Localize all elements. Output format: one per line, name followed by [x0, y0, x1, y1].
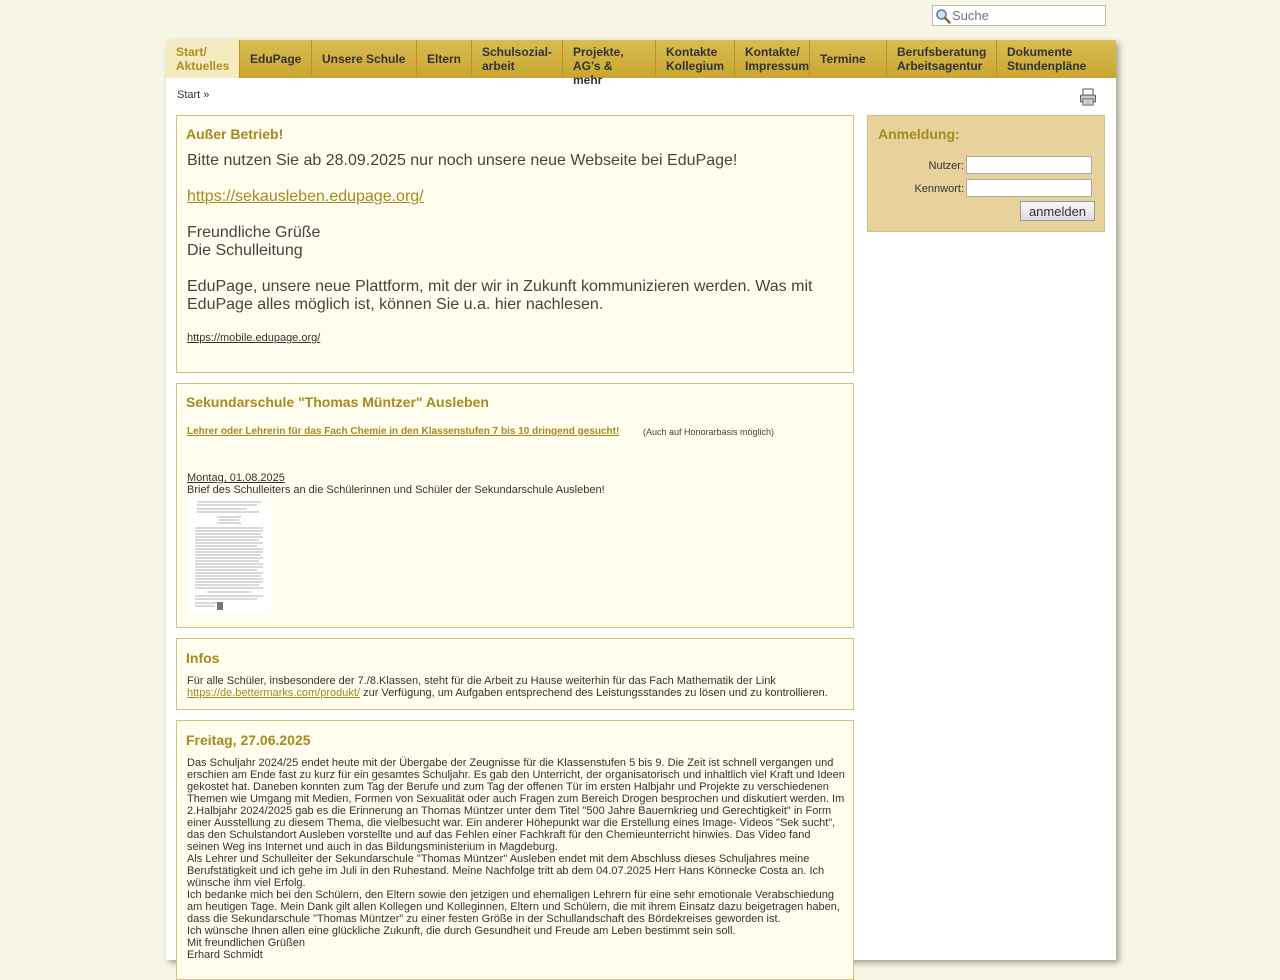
letter-thumbnail[interactable] [187, 498, 271, 614]
school-box [176, 383, 854, 628]
nav-item-berufsberatung[interactable]: Berufsberatung Arbeitsagentur [887, 40, 997, 78]
print-icon[interactable] [1079, 88, 1097, 106]
infos-line2-rest: zur Verfügung, um Aufgaben entsprechend des Leistungsstandes zu lösen und zu kontrollieren. [360, 687, 828, 699]
nav-item-eltern[interactable]: Eltern [417, 40, 472, 78]
news-line: seinen Weg ins Internet und auch in das Bildungsministerium in Magdeburg. [187, 841, 558, 853]
news-line: einer Ausstellung zu diesem Thema, die vielbesucht war. Ein anderer Höhepunkt war die Erstellung eines Image- Videos "Sek sucht", [187, 817, 836, 829]
nav-item-start[interactable]: Start/ Aktuelles [166, 40, 240, 78]
infos-text [187, 675, 847, 699]
search-input[interactable] [952, 6, 1100, 25]
notice-paragraph-line2: EduPage alles möglich ist, können Sie u.a. hier nachlesen. [187, 296, 604, 313]
news-line: am heutigen Tage. Mein Dank gilt allen Kollegen und Kolleginnen, Eltern und Schülern, die mit ihrem Einsatz dazu beigetragen haben, [187, 901, 840, 913]
password-label: Kennwort: [914, 183, 964, 195]
page-container [166, 40, 1116, 960]
job-offer-link[interactable]: Lehrer oder Lehrerin für das Fach Chemie in den Klassenstufen 7 bis 10 dringend gesucht! [187, 426, 620, 437]
mobile-edupage-link[interactable]: https://mobile.edupage.org/ [187, 332, 321, 344]
news-line: Das Schuljahr 2024/25 endet heute mit der Übergabe der Zeugnisse für die Klassenstufen 5 bis 9. Die Zeit ist schnell vergangen und [187, 757, 834, 769]
user-label: Nutzer: [928, 160, 964, 172]
news-line: erschien am Ende fast zu kurz für ein gesamtes Schuljahr. Es gab den Unterricht, der organisatorisch und inhaltlich viel Kraft und Ideen [187, 769, 845, 781]
news-line: das den Schulstandort Ausleben vorstellte und auf das Fehlen einer Fachkraft für den Chemieunterricht hinwies. Das Video fand [187, 829, 811, 841]
nav-item-projekte[interactable]: Projekte, AG's & mehr [563, 40, 656, 78]
news-line: Berufstätigkeit und ich gehe im Juli in den Ruhestand. Meine Nachfolge tritt ab dem 04.07.2025 Herr Hans Könnecke Costa an. Ich [187, 865, 825, 877]
news-line: dass die Sekundarschule "Thomas Müntzer" zu einer festen Größe in der Schullandschaft des Bördekreises geworden ist. [187, 913, 781, 925]
notice-box [176, 115, 854, 373]
edupage-link[interactable]: https://sekausleben.edupage.org/ [187, 188, 424, 205]
news-line: 2.Halbjahr 2024/2025 gab es die Erinnerung an Thomas Müntzer unter dem Titel "500 Jahre Bauernkrieg und Gerechtigkeit" in Form [187, 805, 832, 817]
notice-title: Außer Betrieb! [186, 126, 284, 142]
breadcrumb[interactable]: Start » [177, 89, 210, 101]
login-box [867, 115, 1105, 232]
school-title: Sekundarschule "Thomas Müntzer" Ausleben [186, 394, 489, 410]
news-title: Freitag, 27.06.2025 [186, 732, 311, 748]
nav-item-kontakte-impressum[interactable]: Kontakte/ Impressum [735, 40, 810, 78]
nav-item-unsere-schule[interactable]: Unsere Schule [312, 40, 417, 78]
news-body [187, 757, 851, 961]
news-line: Als Lehrer und Schulleiter der Sekundarschule "Thomas Müntzer" Ausleben endet mit dem Abschluss dieses Schuljahres meine [187, 853, 810, 865]
login-button[interactable]: anmelden [1020, 201, 1095, 221]
nav-item-kontakte-kollegium[interactable]: Kontakte Kollegium [656, 40, 735, 78]
nav-item-termine[interactable]: Termine [810, 40, 887, 78]
infos-line1: Für alle Schüler, insbesondere der 7./8.Klassen, steht für die Arbeit zu Hause weiterhin für das Fach Mathematik der Link [187, 675, 776, 687]
notice-text: Bitte nutzen Sie ab 28.09.2025 nur noch unsere neue Webseite bei EduPage! [187, 152, 738, 169]
nav-item-dokumente[interactable]: Dokumente Stundenpläne [1007, 45, 1087, 73]
main-nav [166, 40, 1116, 87]
infos-title: Infos [186, 650, 220, 666]
job-offer-note: (Auch auf Honorarbasis möglich) [643, 427, 775, 437]
news-line: Ich bedanke mich bei den Schülern, den Eltern sowie den jetzigen und ehemaligen Lehrern für eine sehr emotionale Verabschiedung [187, 889, 834, 901]
infos-line2 [187, 687, 847, 699]
notice-greeting: Freundliche Grüße [187, 224, 321, 241]
nav-item-edupage[interactable]: EduPage [240, 40, 312, 78]
bettermarks-link[interactable]: https://de.bettermarks.com/produkt/ [187, 687, 361, 699]
password-input[interactable] [966, 179, 1092, 197]
notice-signature: Die Schulleitung [187, 242, 303, 259]
news-line: Mit freundlichen Grüßen [187, 937, 305, 949]
letter-description: Brief des Schulleiters an die Schülerinnen und Schüler der Sekundarschule Ausleben! [187, 484, 605, 496]
news-box [176, 720, 854, 980]
search-box[interactable] [932, 5, 1106, 26]
infos-box [176, 638, 854, 710]
search-icon [935, 8, 951, 24]
news-line: Themen wie Umgang mit Medien, Formen von Sexualität oder auch Fragen zum Bereich Drogen besprochen und diskutiert werden. Im [187, 793, 845, 805]
news-line: gekostet hat. Daneben konnten zum Tag der Berufe und zum Tag der offenen Tür im ersten Halbjahr und Projekte zu verschiedenen [187, 781, 829, 793]
news-line: wünsche ihm viel Erfolg. [187, 877, 306, 889]
news-line: Erhard Schmidt [187, 949, 263, 961]
user-input[interactable] [966, 156, 1092, 174]
nav-item-schulsozialarbeit[interactable]: Schulsozial- arbeit [472, 40, 563, 78]
notice-paragraph-line1: EduPage, unsere neue Plattform, mit der wir in Zukunft kommunizieren werden. Was mit [187, 278, 813, 295]
letter-date: Montag, 01.08.2025 [187, 472, 285, 484]
news-line: Ich wünsche Ihnen allen eine glückliche Zukunft, die durch Gesundheit und Freude am Leben bestimmt sein soll. [187, 925, 736, 937]
login-title: Anmeldung: [878, 126, 960, 142]
